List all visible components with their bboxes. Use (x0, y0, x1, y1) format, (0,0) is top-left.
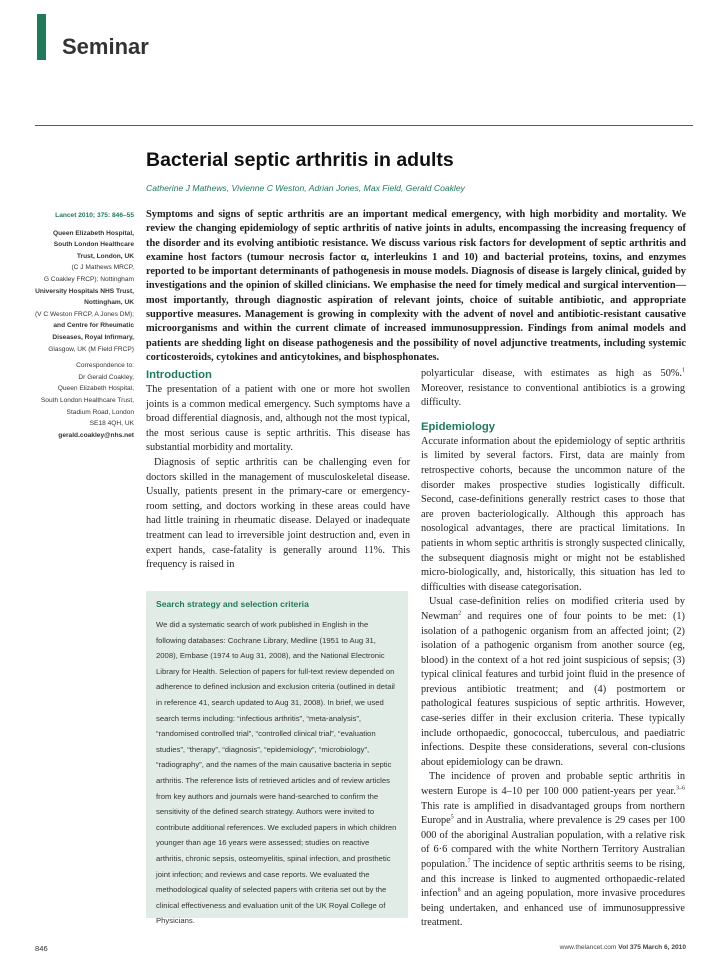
abstract: Symptoms and signs of septic arthritis are an important medical emergency, with high morbidity and mortality. We review the changing epidemiology of septic arthritis of native joints in adults, encompassing the increasing frequency of the disorder and its evolving antibiotic resistance. We discuss various risk factors for development of septic arthritis and examine host factors (tumour necrosis factor α, interleukins 1 and 10) and bacterial proteins, toxins, and enzymes reported to be important determinants of pathogenesis in mouse models. Diagnosis of disease is largely clinical, guided by investigations and the opinion of skilled clinicians. We emphasise the need for timely medical and surgical intervention—most importantly, through diagnostic aspiration of relevant joints, choice of suitable antibiotic, and appropriate supportive measures. Management is growing in complexity with the advent of novel and antibiotic-resistant causative microorganisms and within the current climate of increased immunosuppression. Findings from animal models and patients are shedding light on disease pathogenesis and the possibility of novel adjunctive treatments, including systemic corticosteroids, cytokines and anticytokines, and bisphosphonates. (146, 209, 686, 363)
epidemiology-paragraph-2 (421, 595, 685, 770)
affiliation-line: South London Healthcare (53, 241, 134, 249)
epidemiology-paragraph-1: Accurate information about the epidemiology of septic arthritis is limited by several factors. First, data are mainly from retrospective cohorts, because the uncommon nature of the disorder makes prospective studies logistically difficult. Second, case-definitions generally restrict cases to those that are proven bacteriologically. Although this approach has nosological advantages, there are practical limitations. In patients in whom septic arthritis is strongly suspected clinically, the subsequent diagnosis might or might not be established micro-biologically, and, historically, this situation has led to difficulties with disease categorisation. (421, 435, 685, 593)
search-box-heading: Search strategy and selection criteria (156, 599, 309, 609)
intro-paragraph-1: The presentation of a patient with one or more hot swollen joints is a common medical emergency. Such symptoms have a broad differential diagnosis, and, although not the most typical, the most serious cause is septic arthritis. This disease has substantial morbidity and mortality. (146, 384, 410, 454)
epidemiology-heading: Epidemiology (421, 420, 496, 433)
journal-date: March 6, 2010 (642, 944, 686, 951)
journal-volume: Vol 375 (618, 944, 641, 951)
column-right (421, 367, 685, 931)
reference-marker[interactable]: 5 (450, 814, 454, 821)
affiliation-line: and Centre for Rheumatic (53, 322, 134, 330)
article-title: Bacterial septic arthritis in adults (146, 149, 454, 171)
correspondence-line: SE18 4QH, UK (89, 420, 134, 428)
section-color-bar (37, 14, 46, 60)
correspondence-email[interactable]: gerald.coakley@nhs.net (58, 431, 134, 439)
affiliation-line: Diseases, Royal Infirmary, (52, 333, 134, 341)
correspondence-line: Correspondence to: (76, 362, 134, 370)
affiliation-line: G Coakley FRCP); Nottingham (43, 275, 134, 283)
affiliation-line: (V C Weston FRCP, A Jones DM); (34, 310, 134, 318)
introduction-heading: Introduction (146, 369, 212, 381)
epi-text: This rate is amplified in disadvantaged groups from northern Europe (421, 800, 685, 827)
reference-marker[interactable]: 1 (682, 367, 685, 374)
reference-marker[interactable]: 7 (467, 858, 471, 865)
correspondence-line: Stadium Road, London (66, 408, 134, 416)
section-title: Seminar (62, 34, 149, 59)
sidebar-affiliations (4, 210, 134, 441)
reference-marker[interactable]: 3–6 (676, 785, 685, 792)
epi-text: and in Australia, where prevalence is 29 cases per 100 000 of the aboriginal Australian population, with a relative risk of 6·6 compared with the white Northern Territory Australian population. (421, 815, 685, 870)
affiliation-line: Nottingham, UK (84, 299, 134, 307)
correspondence-line: Dr Gerald Coakley, (78, 373, 134, 381)
epidemiology-paragraph-3 (421, 770, 685, 931)
affiliation-line: Glasgow, UK (M Field FRCP) (48, 345, 134, 353)
reference-marker[interactable]: 8 (457, 887, 461, 894)
epi-text: The incidence of proven and probable septic arthritis in western Europe is 4–10 per 100 000 patient-years per year. (421, 771, 685, 798)
affiliation-line: Trust, London, UK (76, 252, 134, 260)
intro-cont-text: polyarticular disease, with estimates as high as 50%. (421, 368, 682, 379)
article-authors: Catherine J Mathews, Vivienne C Weston, Adrian Jones, Max Field, Gerald Coakley (146, 183, 465, 193)
correspondence-line: South London Healthcare Trust, (40, 396, 134, 404)
journal-url[interactable]: www.thelancet.com (559, 944, 617, 951)
intro-paragraph-2: Diagnosis of septic arthritis can be challenging even for doctors skilled in the management of musculoskeletal disease. Usually, patients present in the primary-care or emergency-room setting, and doctors working in these areas could have had little training in rheumatic disease. Delayed or inadequate treatment can lead to irreversible joint destruction and, even in expert hands, case-fatality is generally around 11%. This frequency is raised in (146, 456, 410, 571)
page-number: 846 (35, 944, 48, 953)
header-rule (35, 125, 693, 126)
epi-text: and requires one of four points to be met: (1) isolation of a pathogenic organism from an affected joint; (2) isolation of a pathogenic organism from another source (eg, blood) in the context of a hot red joint suspicious of sepsis; (3) typical clinical features and turbid joint fluid in the presence of previous antibiotic treatment; and (4) postmortem or pathological features suspicious of septic arthritis. However, case-series differ in their exclusion criteria. These typically include orthopaedic, gonococcal, tuberculous, and paediatric infections. Despite these considerations, several con-clusions about epidemiology can be drawn. (421, 610, 685, 768)
intro-cont-text: Moreover, resistance to conventional antibiotics is a growing difficulty. (421, 382, 685, 409)
journal-footer (476, 944, 686, 951)
reference-marker[interactable]: 2 (458, 610, 462, 617)
column-left (146, 367, 410, 573)
search-strategy-box (146, 591, 408, 926)
affiliation-line: University Hospitals NHS Trust, (35, 287, 134, 295)
citation: Lancet 2010; 375: 846–55 (55, 212, 134, 219)
correspondence-line: Queen Elizabeth Hospital, (57, 385, 134, 393)
epi-text: Usual case-definition relies on modified criteria used by Newman (421, 596, 685, 622)
epi-text: and an ageing population, more invasive procedures being undertaken, and enhanced use of immunosuppressive treatment. (421, 888, 685, 929)
affiliation-line: (C J Mathews MRCP, (71, 264, 134, 272)
intro-continued (421, 367, 685, 411)
affiliation-line: Queen Elizabeth Hospital, (53, 229, 134, 237)
search-box-text: We did a systematic search of work published in English in the following databases: Cochrane Library, Medline (1951 to Aug 31, 2008), Embase (1974 to Aug 31, 2008), and the National Electronic Library for Health. Selection of papers for full-text review depended on adherence to defined inclusion and exclusion criteria (outlined in detail in reference 41, search updated to Aug 31, 2008). In brief, we used search terms including: “infectious arthritis”, “meta-analysis”, “randomised controlled trial”, “controlled clinical trial”, “evaluation studies”, “therapy”, “diagnosis”, “epidemiology”, “microbiology”, “radiography”, and the names of the main causative bacteria in septic arthritis. The reference lists of retrieved articles and of review articles from key authors and journals were hand-searched to confirm the sensitivity of the defined search strategy. Authors were invited to contribute additional references. We excluded papers in which children younger than age 16 years were assessed; studies on reactive arthritis, chronic sepsis, osteomyelitis, spinal infection, and prosthetic joint infection; and reviews and case reports. We evaluated the methodological quality of selected papers with criteria set out by the clinical effectiveness and evaluation unit of the UK Royal College of Physicians. (156, 620, 397, 926)
epi-text: The incidence of septic arthritis seems to be rising, and this increase is linked to augmented orthopaedic-related infection (421, 859, 685, 900)
